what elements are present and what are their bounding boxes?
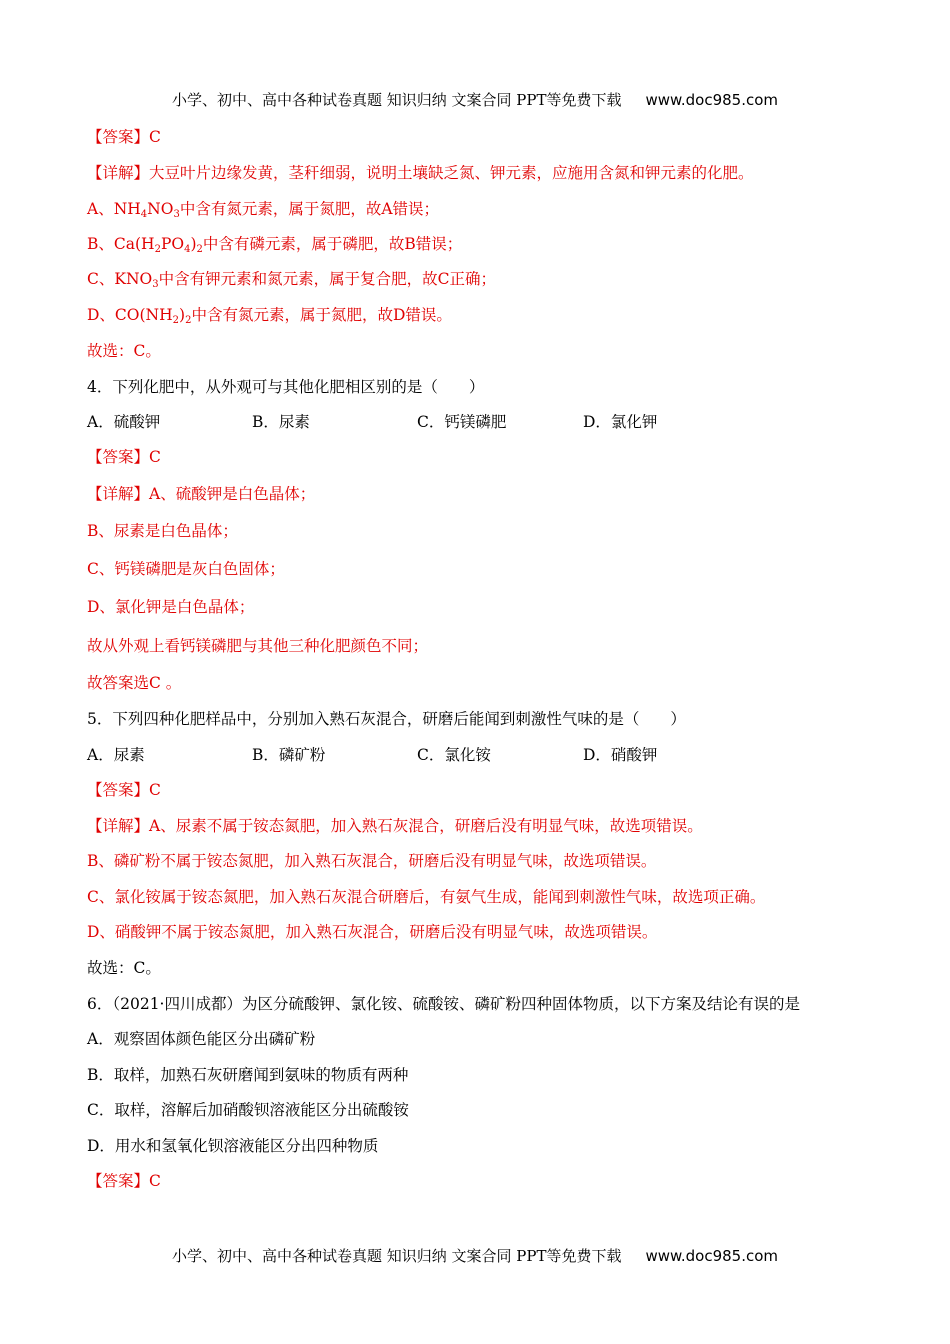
q4-conclusion: 故答案选C 。 bbox=[87, 674, 182, 692]
q3-option-a-explanation: A、$NH_4NO_3$中含有氮元素，属于氮肥，故A错误； bbox=[87, 200, 440, 220]
header-url[interactable]: www.doc985.com bbox=[645, 91, 779, 109]
q5-explanation-c: C、氯化铵属于铵态氮肥，加入熟石灰混合研磨后，有氨气生成，能闻到刺激性气味，故选项正确。 bbox=[87, 888, 766, 906]
q5-option-a: A．尿素 bbox=[87, 746, 145, 764]
q6-question: 6．（2021·四川成都）为区分硫酸钾、氯化铵、硫酸铵、磷矿粉四种固体物质，以下方案及结论有误的是 bbox=[87, 995, 800, 1013]
q3-conclusion: 故选：C。 bbox=[87, 342, 161, 360]
q4-detail: 【详解】A、硫酸钾是白色晶体； bbox=[87, 485, 316, 503]
q6-option-a: A．观察固体颜色能区分出磷矿粉 bbox=[87, 1030, 316, 1048]
footer-text: 小学、初中、高中各种试卷真题 知识归纳 文案合同 PPT等免费下载 bbox=[171, 1247, 622, 1265]
q6-option-b: B．取样，加熟石灰研磨闻到氨味的物质有两种 bbox=[87, 1066, 409, 1084]
q4-explanation-b: B、尿素是白色晶体； bbox=[87, 522, 238, 540]
q6-answer: 【答案】C bbox=[87, 1172, 161, 1190]
q5-conclusion: 故选：C。 bbox=[87, 959, 161, 977]
q3-answer: 【答案】C bbox=[87, 128, 161, 146]
page-footer bbox=[0, 1245, 950, 1266]
q4-option-d: D．氯化钾 bbox=[583, 413, 658, 431]
q5-option-c: C．氯化铵 bbox=[417, 746, 491, 764]
q4-option-a: A．硫酸钾 bbox=[87, 413, 161, 431]
q3-option-c-explanation: C、$KNO_3$中含有钾元素和氮元素，属于复合肥，故C正确； bbox=[87, 270, 496, 290]
q5-explanation-b: B、磷矿粉不属于铵态氮肥，加入熟石灰混合，研磨后没有明显气味，故选项错误。 bbox=[87, 852, 657, 870]
q4-summary: 故从外观上看钙镁磷肥与其他三种化肥颜色不同； bbox=[87, 637, 429, 655]
q3-option-d-explanation: D、$CO(NH_2)_2$中含有氮元素，属于氮肥，故D错误。 bbox=[87, 306, 452, 326]
q5-option-b: B．磷矿粉 bbox=[252, 746, 326, 764]
q5-question: 5．下列四种化肥样品中，分别加入熟石灰混合，研磨后能闻到刺激性气味的是（ ） bbox=[87, 710, 686, 728]
q3-option-b-explanation: B、$Ca(H_2PO_4)_2$中含有磷元素，属于磷肥，故B错误； bbox=[87, 235, 463, 255]
header-text: 小学、初中、高中各种试卷真题 知识归纳 文案合同 PPT等免费下载 bbox=[171, 91, 622, 109]
q3-detail: 【详解】大豆叶片边缘发黄，茎秆细弱，说明土壤缺乏氮、钾元素，应施用含氮和钾元素的化肥。 bbox=[87, 164, 754, 182]
q4-answer: 【答案】C bbox=[87, 448, 161, 466]
q6-option-c: C．取样，溶解后加硝酸钡溶液能区分出硫酸铵 bbox=[87, 1101, 409, 1119]
q5-answer: 【答案】C bbox=[87, 781, 161, 799]
q5-explanation-d: D、硝酸钾不属于铵态氮肥，加入熟石灰混合，研磨后没有明显气味，故选项错误。 bbox=[87, 923, 658, 941]
q4-option-c: C．钙镁磷肥 bbox=[417, 413, 507, 431]
q6-option-d: D．用水和氢氧化钡溶液能区分出四种物质 bbox=[87, 1137, 379, 1155]
q4-question: 4．下列化肥中，从外观可与其他化肥相区别的是（ ） bbox=[87, 378, 485, 396]
footer-url[interactable]: www.doc985.com bbox=[645, 1247, 779, 1265]
q4-explanation-d: D、氯化钾是白色晶体； bbox=[87, 598, 255, 616]
q5-option-d: D．硝酸钾 bbox=[583, 746, 658, 764]
q4-explanation-c: C、钙镁磷肥是灰白色固体； bbox=[87, 560, 285, 578]
q4-option-b: B．尿素 bbox=[252, 413, 310, 431]
page-header bbox=[0, 89, 950, 110]
q5-detail: 【详解】A、尿素不属于铵态氮肥，加入熟石灰混合，研磨后没有明显气味，故选项错误。 bbox=[87, 817, 703, 835]
